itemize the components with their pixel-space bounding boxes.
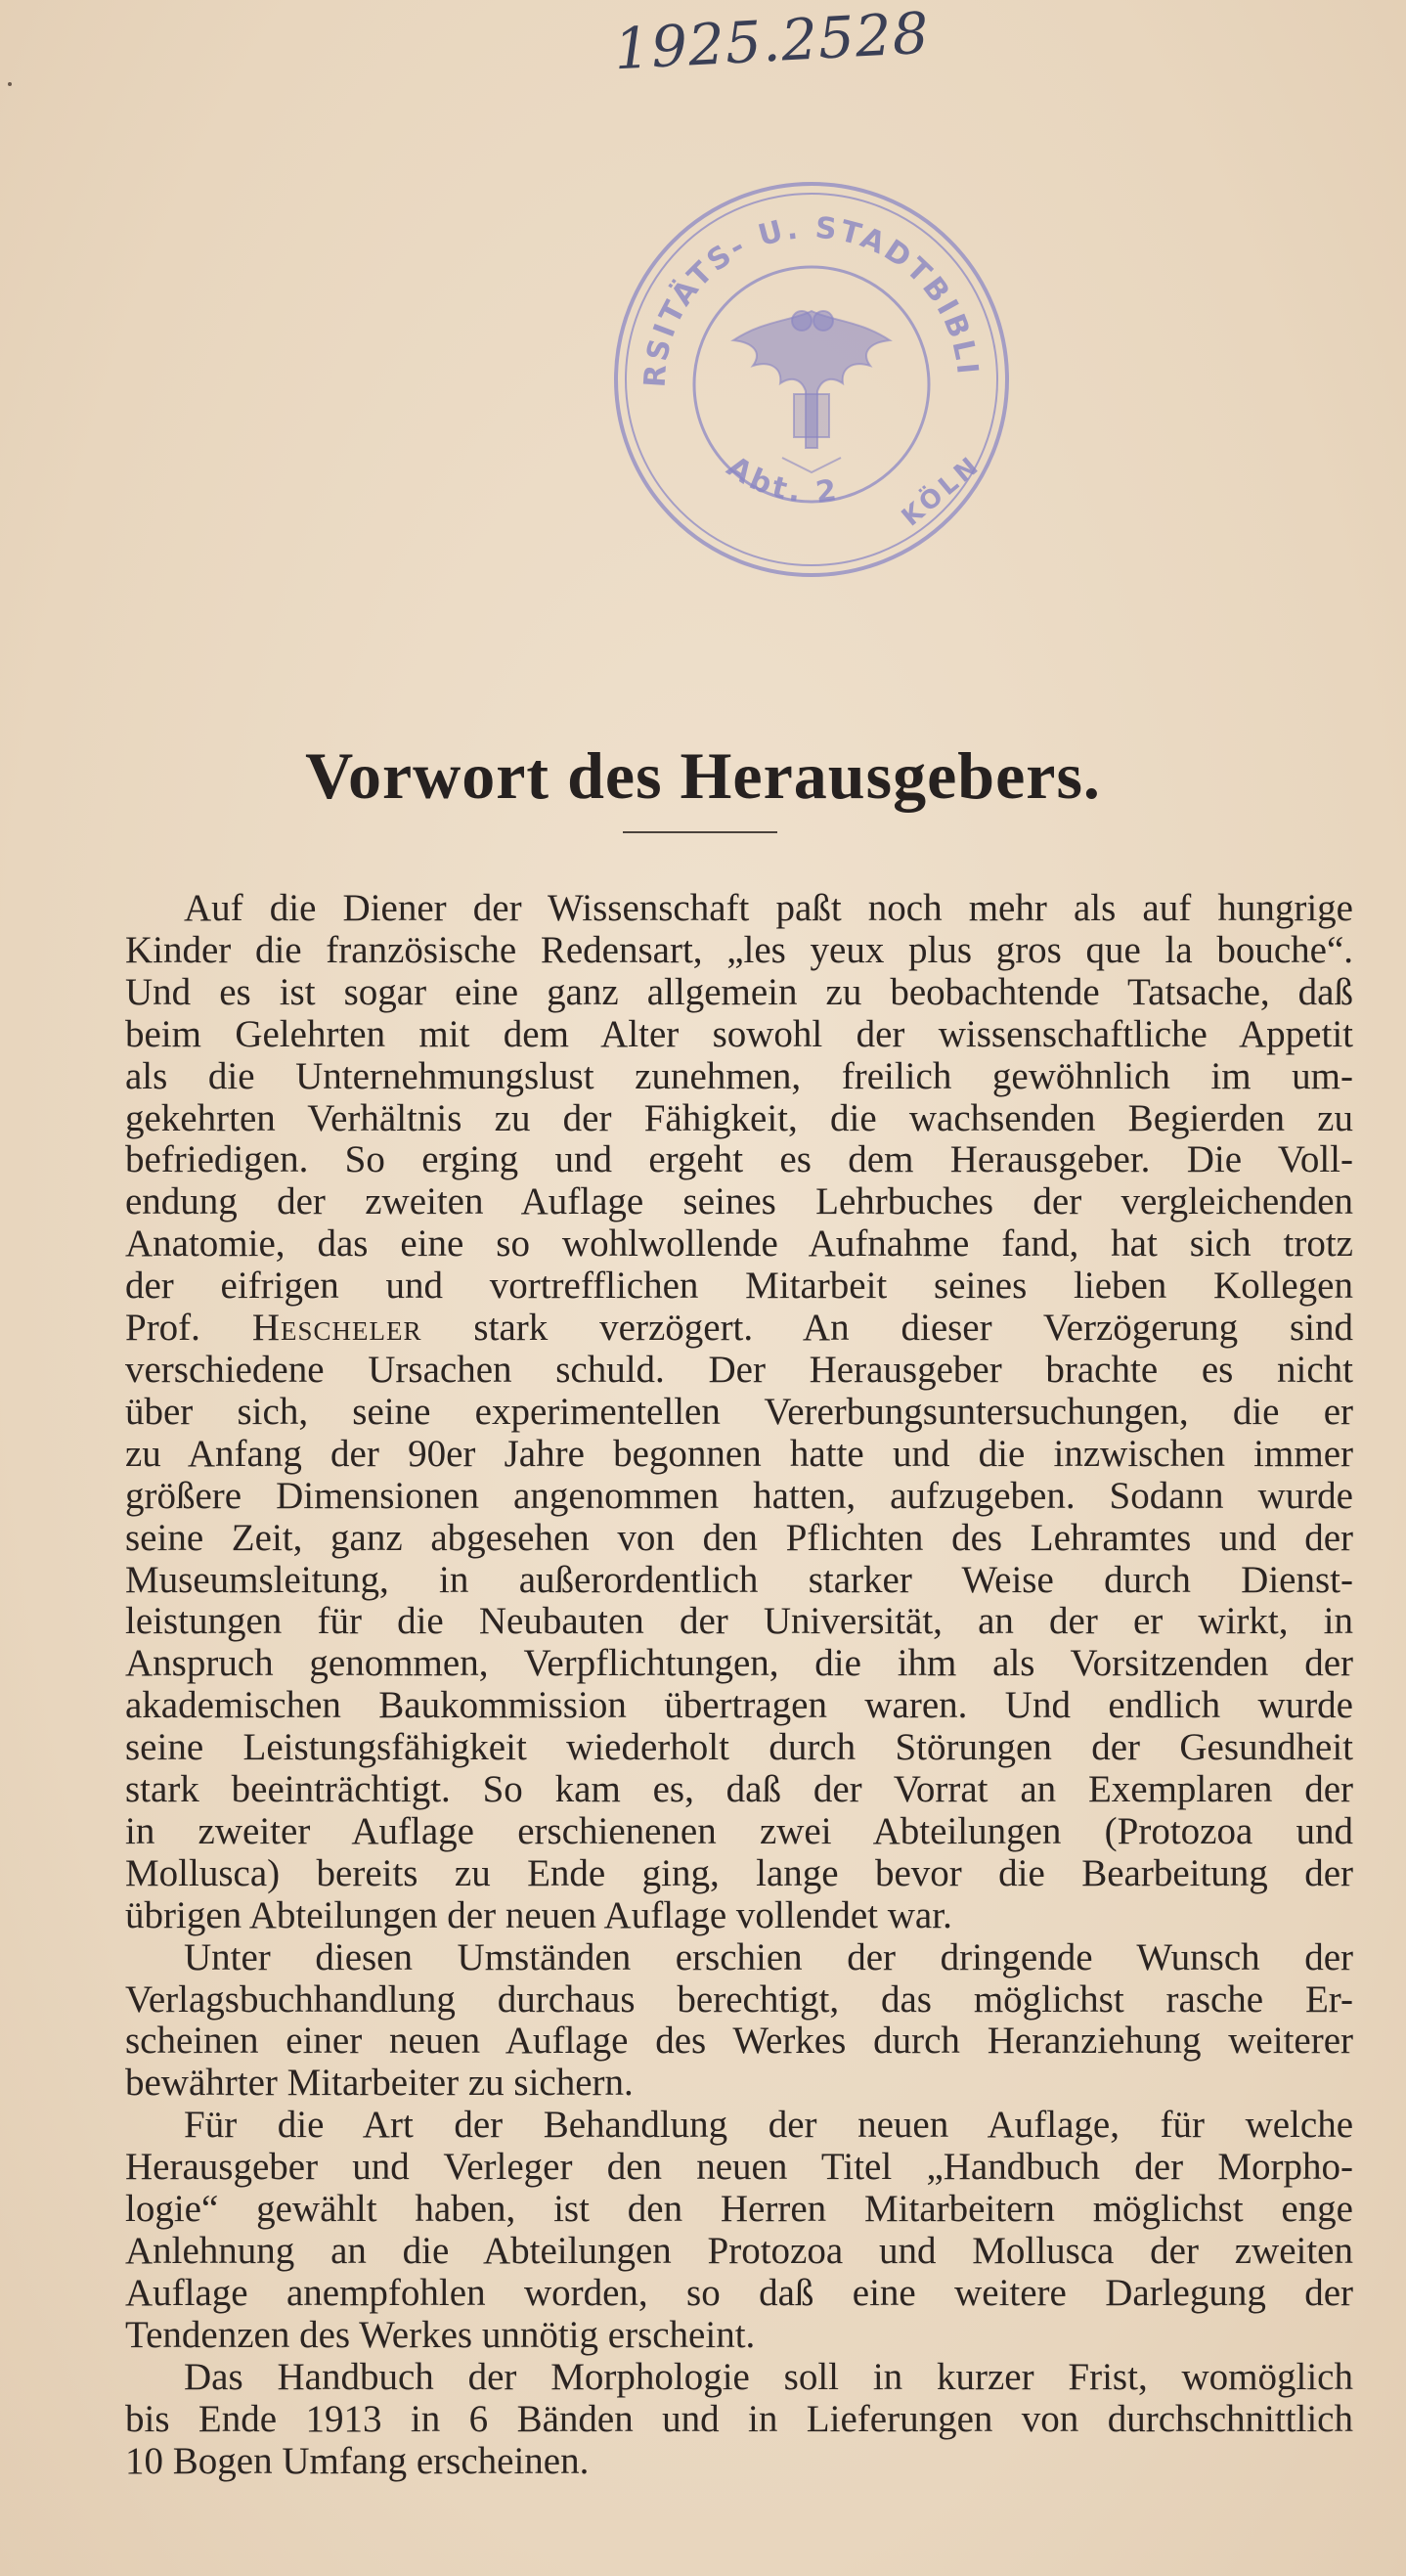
text-line: stark beeinträchtigt. So kam es, daß der Vorrat an Exemplaren der [125,1769,1353,1811]
text-line: Das Handbuch der Morphologie soll in kurzer Frist, womöglich [184,2356,1353,2398]
text-line: seine Leistungsfähigkeit wiederholt durch Störungen der Gesundheit [125,1727,1353,1769]
text-fragment: Prof. [125,1308,252,1350]
page-title: Vorwort des Herausgebers. [305,737,1101,813]
text-line: akademischen Baukommission übertragen waren. Und endlich wurde [125,1685,1353,1727]
text-line: bis Ende 1913 in 6 Bänden und in Lieferungen von durchschnittlich [125,2398,1353,2440]
title-divider [623,831,777,833]
text-line: scheinen einer neuen Auflage des Werkes durch Heranziehung weiterer [125,2021,1353,2063]
text-fragment: stark verzögert. An dieser Verzögerung sind [421,1308,1353,1350]
handwritten-accession-number: 1925.2528 [612,0,932,83]
text-line: logie“ gewählt haben, ist den Herren Mitarbeitern möglichst enge [125,2189,1353,2231]
text-line: als die Unternehmungslust zunehmen, freilich gewöhnlich im um- [125,1055,1353,1097]
library-stamp [606,174,1017,585]
text-line: über sich, seine experimentellen Vererbungsuntersuchungen, die er [125,1391,1353,1433]
text-line: bewährter Mitarbeiter zu sichern. [125,2063,634,2105]
text-line: Auflage anempfohlen worden, so daß eine weitere Darlegung der [125,2272,1353,2314]
speck-mark [8,82,12,86]
text-line: Tendenzen des Werkes unnötig erscheint. [125,2314,756,2356]
text-line: Für die Art der Behandlung der neuen Auflage, für welche [184,2105,1353,2147]
text-line: Anlehnung an die Abteilungen Protozoa und Mollusca der zweiten [125,2231,1353,2272]
text-line: verschiedene Ursachen schuld. Der Herausgeber brachte es nicht [125,1349,1353,1391]
text-line: 10 Bogen Umfang erscheinen. [125,2440,590,2482]
text-line: in zweiter Auflage erschienenen zwei Abteilungen (Protozoa und [125,1810,1353,1852]
text-line: Mollusca) bereits zu Ende ging, lange bevor die Bearbeitung der [125,1852,1353,1894]
text-line: Unter diesen Umständen erschien der dringende Wunsch der [184,1936,1353,1978]
text-line [125,1308,1353,1350]
svg-text:UNIVERSITÄTS- U. STADTBIBLIOTH: RSITÄTS- U. STADTBIBLI [637,210,985,389]
svg-text:Abt. 2: Abt. 2 [721,449,843,511]
text-line: beim Gelehrten mit dem Alter sowohl der wissenschaftliche Appetit [125,1013,1353,1055]
text-line: seine Zeit, ganz abgesehen von den Pflichten des Lehramtes und der [125,1517,1353,1559]
text-line: übrigen Abteilungen der neuen Auflage vollendet war. [125,1894,952,1936]
svg-text:KÖLN: KÖLN [896,450,988,533]
text-line: befriedigen. So erging und ergeht es dem Herausgeber. Die Voll- [125,1139,1353,1181]
text-line: Museumsleitung, in außerordentlich starker Weise durch Dienst- [125,1559,1353,1601]
text-line: Anatomie, das eine so wohlwollende Aufnahme fand, hat sich trotz [125,1223,1353,1266]
library-stamp-seal [606,174,1017,585]
text-line: Und es ist sogar eine ganz allgemein zu beobachtende Tatsache, daß [125,971,1353,1013]
text-line: Auf die Diener der Wissenschaft paßt noch mehr als auf hungrige [184,888,1353,929]
text-line: Herausgeber und Verleger den neuen Titel „Handbuch der Morpho- [125,2147,1353,2189]
text-line: Anspruch genommen, Verpflichtungen, die ihm als Vorsitzenden der [125,1643,1353,1685]
text-line: endung der zweiten Auflage seines Lehrbuches der vergleichenden [125,1181,1353,1223]
text-line: der eifrigen und vortrefflichen Mitarbeit seines lieben Kollegen [125,1266,1353,1308]
text-line: Kinder die französische Redensart, „les yeux plus gros que la bouche“. [125,929,1353,971]
text-line: leistungen für die Neubauten der Universität, an der er wirkt, in [125,1601,1353,1643]
body-text [125,888,1353,2482]
text-line: zu Anfang der 90er Jahre begonnen hatte und die inzwischen immer [125,1433,1353,1475]
text-line: gekehrten Verhältnis zu der Fähigkeit, die wachsenden Begierden zu [125,1097,1353,1139]
text-line: Verlagsbuchhandlung durchaus berechtigt, das möglichst rasche Er- [125,1978,1353,2021]
text-line: größere Dimensionen angenommen hatten, aufzugeben. Sodann wurde [125,1475,1353,1517]
author-name-smallcaps: Hescheler [251,1308,422,1350]
